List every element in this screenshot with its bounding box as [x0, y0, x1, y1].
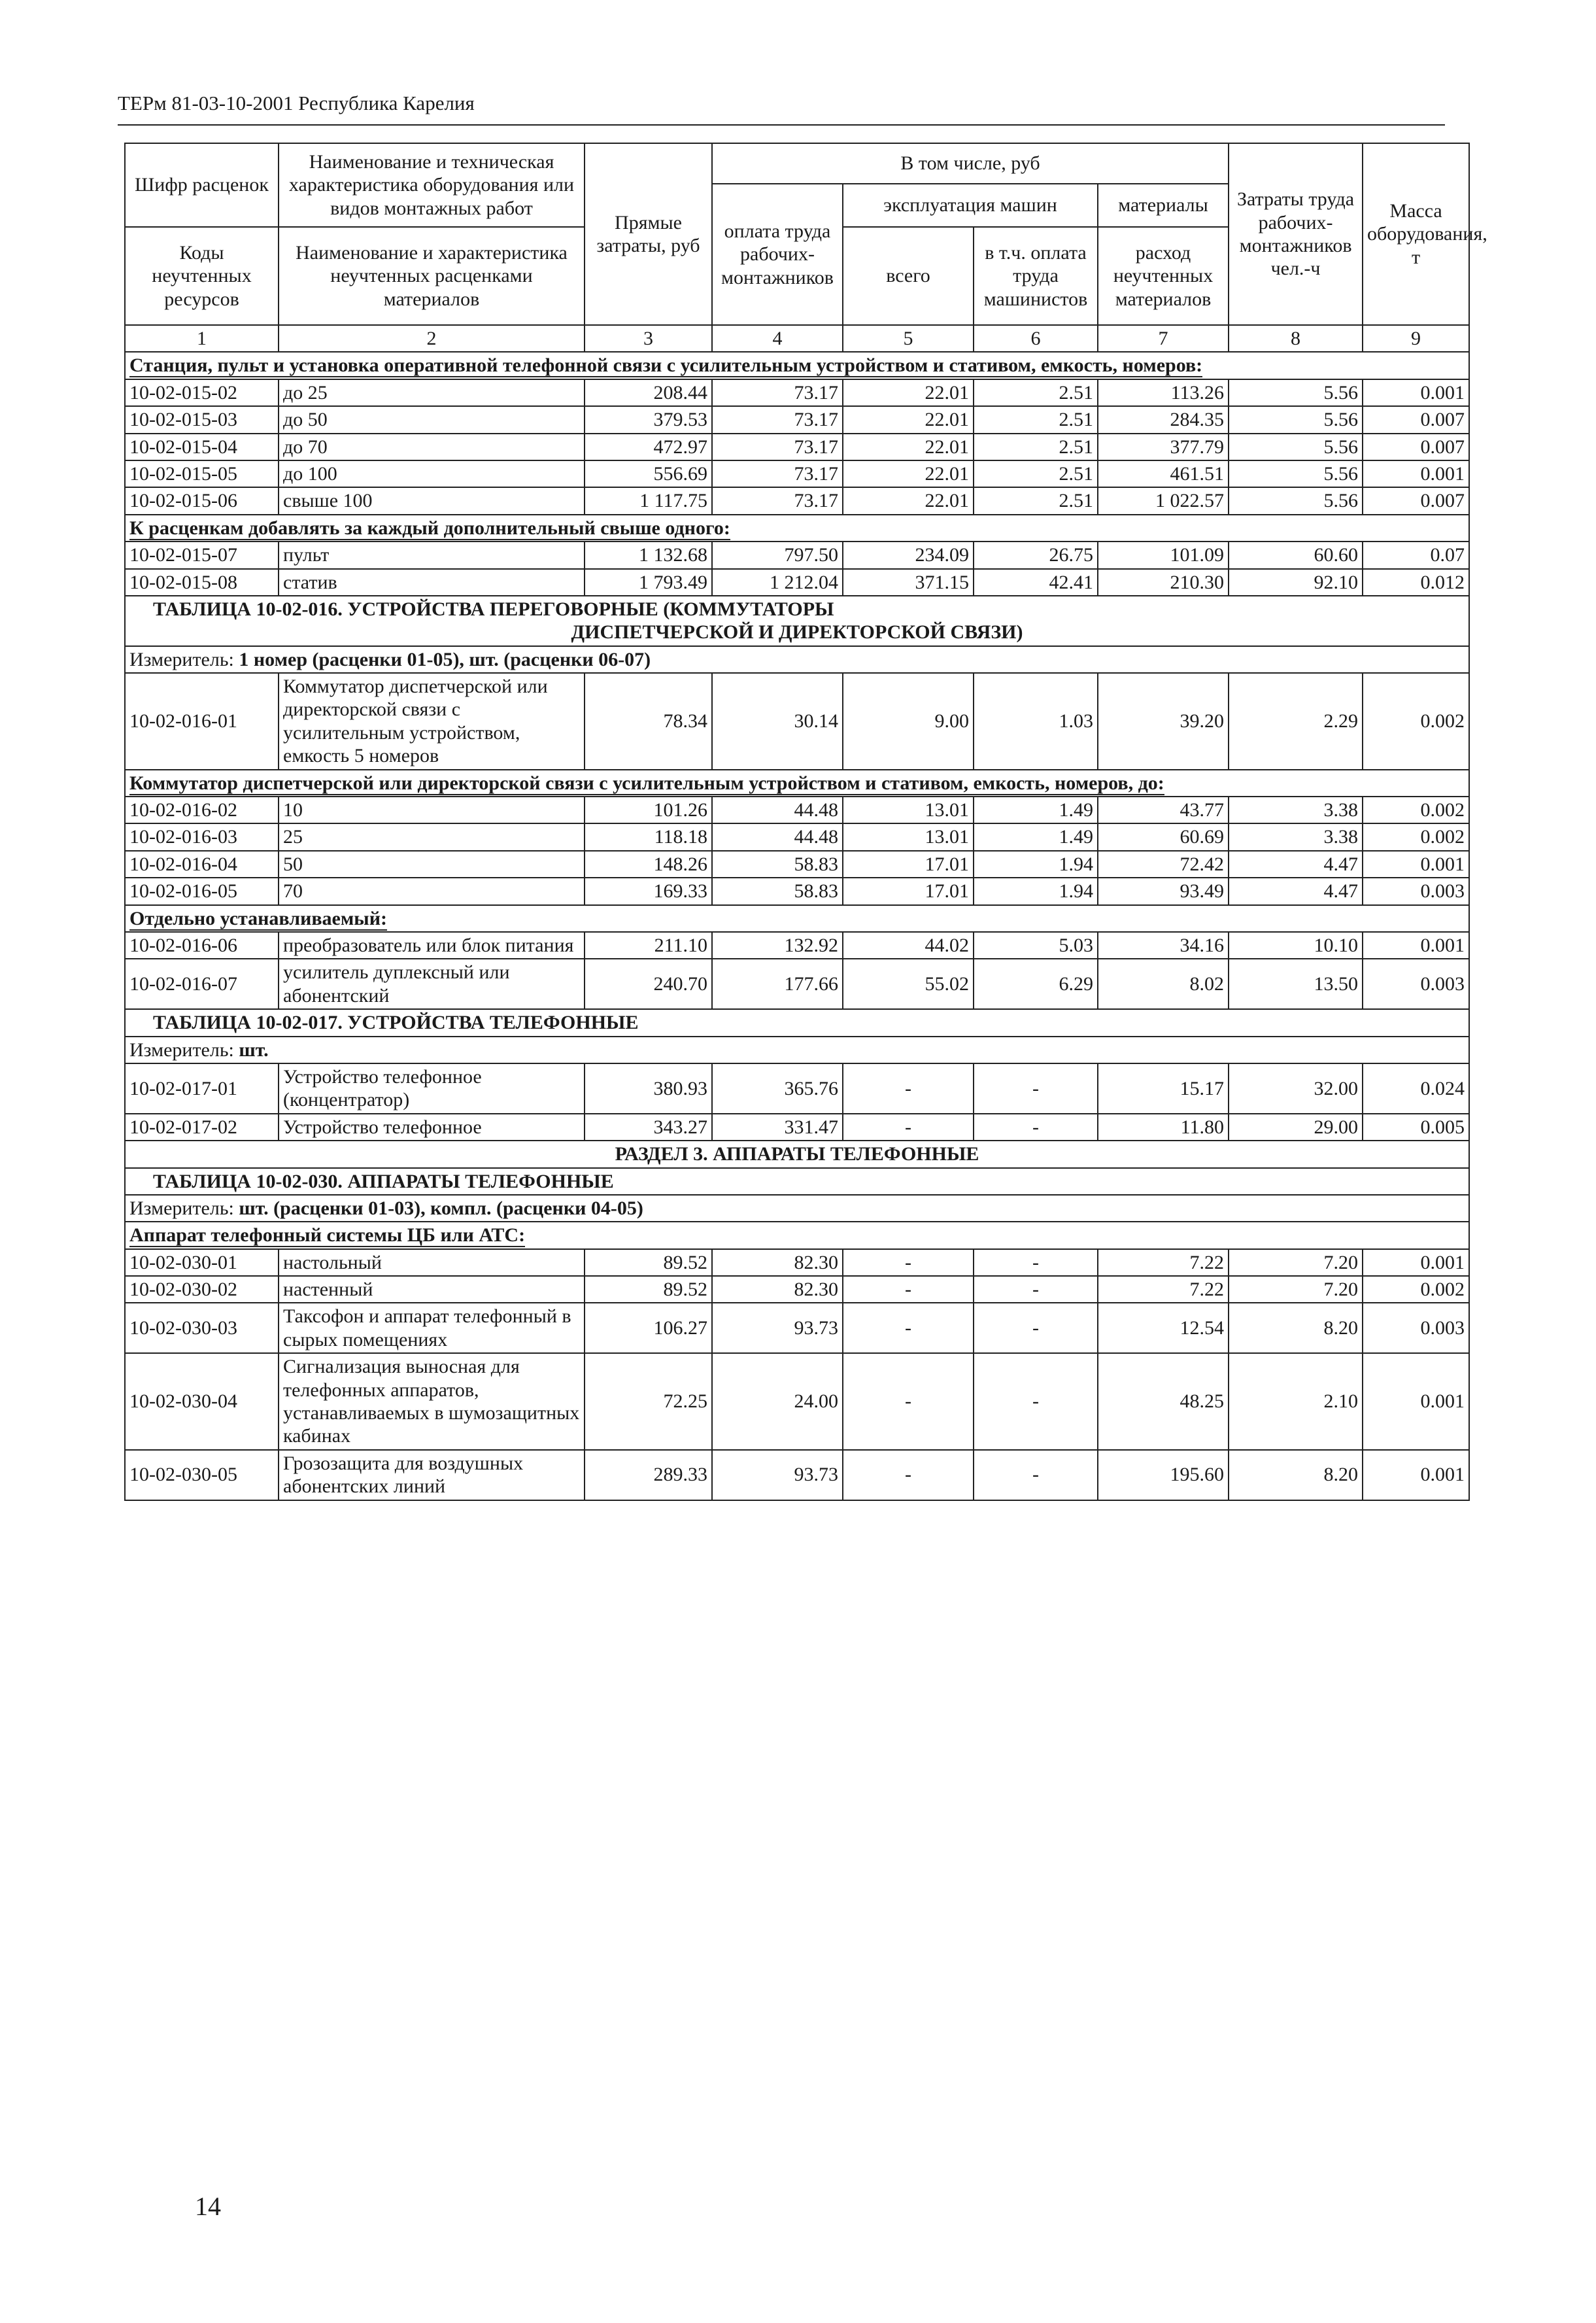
cell-machines-total: 55.02 — [843, 959, 974, 1009]
cell-direct-cost: 89.52 — [585, 1249, 712, 1276]
cell-machines-total: 234.09 — [843, 542, 974, 568]
cell-machines-total: - — [843, 1114, 974, 1141]
cell-name: статив — [279, 569, 585, 596]
cell-machinists-pay: - — [974, 1249, 1098, 1276]
header-row-1 — [125, 143, 1469, 184]
cell-mass: 0.001 — [1363, 379, 1469, 406]
cell-direct-cost: 1 793.49 — [585, 569, 712, 596]
table-row — [125, 379, 1469, 406]
cell-direct-cost: 289.33 — [585, 1450, 712, 1500]
cell-name: до 70 — [279, 434, 585, 460]
running-header: ТЕРм 81-03-10-2001 Республика Карелия — [118, 92, 475, 114]
cell-machines-total: 22.01 — [843, 406, 974, 433]
cell-machinists-pay: 2.51 — [974, 379, 1098, 406]
cell-materials: 48.25 — [1098, 1353, 1229, 1450]
cell-code: 10-02-016-05 — [125, 878, 279, 904]
cell-materials: 7.22 — [1098, 1276, 1229, 1303]
table-row — [125, 851, 1469, 878]
header-rule — [118, 124, 1445, 126]
cell-materials: 7.22 — [1098, 1249, 1229, 1276]
cell-machines-total: - — [843, 1276, 974, 1303]
cell-labor-pay: 24.00 — [712, 1353, 843, 1450]
cell-direct-cost: 472.97 — [585, 434, 712, 460]
cell-machines-total: 44.02 — [843, 932, 974, 959]
cell-name: Устройство телефонное — [279, 1114, 585, 1141]
cell-machinists-pay: 2.51 — [974, 406, 1098, 433]
cell-materials: 72.42 — [1098, 851, 1229, 878]
table-row — [125, 823, 1469, 850]
cell-code: 10-02-015-03 — [125, 406, 279, 433]
cell-code: 10-02-016-04 — [125, 851, 279, 878]
cell-code: 10-02-030-02 — [125, 1276, 279, 1303]
cell-mass: 0.001 — [1363, 460, 1469, 487]
cell-labor-hours: 29.00 — [1229, 1114, 1363, 1141]
table-title-row — [125, 596, 1469, 646]
cell-code: 10-02-015-02 — [125, 379, 279, 406]
measure: Измеритель: шт. — [125, 1037, 1469, 1063]
cell-direct-cost: 211.10 — [585, 932, 712, 959]
cell-mass: 0.07 — [1363, 542, 1469, 568]
cell-machines-total: 9.00 — [843, 673, 974, 770]
measure-row — [125, 1037, 1469, 1063]
cell-code: 10-02-016-01 — [125, 673, 279, 770]
cell-machinists-pay: 1.03 — [974, 673, 1098, 770]
cell-name: Сигнализация выносная для телефонных аппаратов, устанавливаемых в шумозащитных кабинах — [279, 1353, 585, 1450]
cell-labor-hours: 4.47 — [1229, 878, 1363, 904]
cell-materials: 39.20 — [1098, 673, 1229, 770]
table-row — [125, 673, 1469, 770]
cell-name: свыше 100 — [279, 487, 585, 514]
cell-machinists-pay: 5.03 — [974, 932, 1098, 959]
cell-mass: 0.001 — [1363, 851, 1469, 878]
cell-code: 10-02-030-04 — [125, 1353, 279, 1450]
cell-mass: 0.001 — [1363, 1353, 1469, 1450]
cell-materials: 15.17 — [1098, 1063, 1229, 1114]
group-title-row — [125, 352, 1469, 379]
cell-name: Устройство телефонное (концентратор) — [279, 1063, 585, 1114]
cell-mass: 0.007 — [1363, 487, 1469, 514]
cell-labor-hours: 3.38 — [1229, 823, 1363, 850]
cell-name: Таксофон и аппарат телефонный в сырых помещениях — [279, 1303, 585, 1353]
table-title-row — [125, 1168, 1469, 1195]
cell-direct-cost: 240.70 — [585, 959, 712, 1009]
col-code-bottom: Коды неучтенных ресурсов — [125, 227, 279, 325]
cell-materials: 210.30 — [1098, 569, 1229, 596]
cell-mass: 0.003 — [1363, 959, 1469, 1009]
measure: Измеритель: шт. (расценки 01-03), компл. (расценки 04-05) — [125, 1195, 1469, 1222]
cell-mass: 0.002 — [1363, 823, 1469, 850]
cell-name: до 100 — [279, 460, 585, 487]
cell-labor-pay: 44.48 — [712, 797, 843, 823]
cell-machinists-pay: - — [974, 1450, 1098, 1500]
cell-direct-cost: 169.33 — [585, 878, 712, 904]
cell-labor-hours: 32.00 — [1229, 1063, 1363, 1114]
cell-machines-total: 22.01 — [843, 379, 974, 406]
cell-machines-total: 22.01 — [843, 434, 974, 460]
cell-mass: 0.003 — [1363, 878, 1469, 904]
cell-labor-hours: 13.50 — [1229, 959, 1363, 1009]
cell-mass: 0.024 — [1363, 1063, 1469, 1114]
table-title: ТАБЛИЦА 10-02-030. АППАРАТЫ ТЕЛЕФОННЫЕ — [125, 1168, 1469, 1195]
cell-machines-total: 22.01 — [843, 460, 974, 487]
cell-labor-hours: 8.20 — [1229, 1450, 1363, 1500]
cell-direct-cost: 1 117.75 — [585, 487, 712, 514]
cell-name: Грозозащита для воздушных абонентских линий — [279, 1450, 585, 1500]
cell-machines-total: 371.15 — [843, 569, 974, 596]
group-title-row — [125, 515, 1469, 542]
cell-direct-cost: 556.69 — [585, 460, 712, 487]
col-num: 3 — [585, 325, 712, 352]
table-row — [125, 542, 1469, 568]
cell-code: 10-02-017-02 — [125, 1114, 279, 1141]
table-title-row — [125, 1009, 1469, 1036]
cell-labor-pay: 73.17 — [712, 434, 843, 460]
page-number: 14 — [195, 2192, 221, 2221]
cell-code: 10-02-015-08 — [125, 569, 279, 596]
cell-labor-pay: 58.83 — [712, 878, 843, 904]
cell-name: преобразователь или блок питания — [279, 932, 585, 959]
cell-machinists-pay: 42.41 — [974, 569, 1098, 596]
cell-labor-hours: 4.47 — [1229, 851, 1363, 878]
cell-machinists-pay: - — [974, 1276, 1098, 1303]
table-row — [125, 434, 1469, 460]
cell-direct-cost: 101.26 — [585, 797, 712, 823]
table-row — [125, 932, 1469, 959]
cell-mass: 0.012 — [1363, 569, 1469, 596]
table-row — [125, 878, 1469, 904]
cell-labor-pay: 73.17 — [712, 487, 843, 514]
col-num: 9 — [1363, 325, 1469, 352]
cell-machinists-pay: 2.51 — [974, 460, 1098, 487]
cell-name: пульт — [279, 542, 585, 568]
price-table — [124, 143, 1487, 1501]
group-title-row — [125, 905, 1469, 932]
cell-labor-pay: 73.17 — [712, 406, 843, 433]
measure-row — [125, 1195, 1469, 1222]
cell-mass: 0.007 — [1363, 434, 1469, 460]
cell-name: Коммутатор диспетчерской или директорской связи с усилительным устройством, емкость 5 номеров — [279, 673, 585, 770]
col-mass: Масса оборудования, т — [1363, 143, 1469, 325]
col-machines-total: всего — [843, 227, 974, 325]
cell-labor-pay: 797.50 — [712, 542, 843, 568]
group-title-row — [125, 770, 1469, 797]
table-row — [125, 1276, 1469, 1303]
group-title: Отдельно устанавливаемый: — [125, 905, 1469, 932]
cell-mass: 0.003 — [1363, 1303, 1469, 1353]
group-title: К расценкам добавлять за каждый дополнительный свыше одного: — [125, 515, 1469, 542]
cell-direct-cost: 78.34 — [585, 673, 712, 770]
cell-name: 25 — [279, 823, 585, 850]
cell-materials: 377.79 — [1098, 434, 1229, 460]
cell-labor-pay: 1 212.04 — [712, 569, 843, 596]
cell-name: усилитель дуплексный или абонентский — [279, 959, 585, 1009]
table-row — [125, 1249, 1469, 1276]
table-row — [125, 1303, 1469, 1353]
group-title-row — [125, 1222, 1469, 1248]
cell-machinists-pay: 1.49 — [974, 797, 1098, 823]
cell-labor-pay: 331.47 — [712, 1114, 843, 1141]
cell-labor-hours: 5.56 — [1229, 434, 1363, 460]
cell-labor-pay: 30.14 — [712, 673, 843, 770]
cell-labor-hours: 3.38 — [1229, 797, 1363, 823]
cell-labor-pay: 82.30 — [712, 1276, 843, 1303]
cell-direct-cost: 89.52 — [585, 1276, 712, 1303]
cell-materials: 101.09 — [1098, 542, 1229, 568]
col-materials: материалы — [1098, 184, 1229, 227]
cell-labor-hours: 10.10 — [1229, 932, 1363, 959]
cell-machines-total: - — [843, 1303, 974, 1353]
cell-name: до 50 — [279, 406, 585, 433]
cell-labor-hours: 92.10 — [1229, 569, 1363, 596]
cell-materials: 284.35 — [1098, 406, 1229, 433]
cell-labor-pay: 365.76 — [712, 1063, 843, 1114]
cell-code: 10-02-015-07 — [125, 542, 279, 568]
cell-machinists-pay: 2.51 — [974, 487, 1098, 514]
cell-labor-hours: 2.10 — [1229, 1353, 1363, 1450]
cell-labor-pay: 82.30 — [712, 1249, 843, 1276]
col-num: 4 — [712, 325, 843, 352]
cell-labor-pay: 73.17 — [712, 460, 843, 487]
cell-code: 10-02-016-02 — [125, 797, 279, 823]
group-title: Коммутатор диспетчерской или директорской связи с усилительным устройством и стативом, емкость, номеров, до: — [125, 770, 1469, 797]
cell-materials: 8.02 — [1098, 959, 1229, 1009]
col-including: В том числе, руб — [712, 143, 1229, 184]
cell-direct-cost: 379.53 — [585, 406, 712, 433]
cell-machines-total: 22.01 — [843, 487, 974, 514]
col-num: 8 — [1229, 325, 1363, 352]
cell-code: 10-02-016-06 — [125, 932, 279, 959]
col-machinists: в т.ч. оплата труда машинистов — [974, 227, 1098, 325]
cell-materials: 43.77 — [1098, 797, 1229, 823]
cell-code: 10-02-015-06 — [125, 487, 279, 514]
table-row — [125, 1063, 1469, 1114]
cell-mass: 0.005 — [1363, 1114, 1469, 1141]
cell-labor-pay: 93.73 — [712, 1450, 843, 1500]
cell-machinists-pay: 6.29 — [974, 959, 1098, 1009]
cell-mass: 0.002 — [1363, 797, 1469, 823]
cell-labor-hours: 5.56 — [1229, 460, 1363, 487]
cell-machines-total: - — [843, 1249, 974, 1276]
table-row — [125, 569, 1469, 596]
group-title: Аппарат телефонный системы ЦБ или АТС: — [125, 1222, 1469, 1248]
cell-direct-cost: 380.93 — [585, 1063, 712, 1114]
cell-machines-total: - — [843, 1450, 974, 1500]
col-direct: Прямые затраты, руб — [585, 143, 712, 325]
cell-materials: 195.60 — [1098, 1450, 1229, 1500]
cell-name: 10 — [279, 797, 585, 823]
cell-direct-cost: 118.18 — [585, 823, 712, 850]
cell-code: 10-02-030-01 — [125, 1249, 279, 1276]
cell-name: 50 — [279, 851, 585, 878]
col-num: 1 — [125, 325, 279, 352]
cell-mass: 0.007 — [1363, 406, 1469, 433]
cell-materials: 12.54 — [1098, 1303, 1229, 1353]
table-title: ТАБЛИЦА 10-02-017. УСТРОЙСТВА ТЕЛЕФОННЫЕ — [125, 1009, 1469, 1036]
cell-machines-total: 17.01 — [843, 878, 974, 904]
cell-code: 10-02-030-03 — [125, 1303, 279, 1353]
cell-code: 10-02-017-01 — [125, 1063, 279, 1114]
cell-labor-hours: 5.56 — [1229, 379, 1363, 406]
cell-labor-hours: 2.29 — [1229, 673, 1363, 770]
cell-machines-total: 17.01 — [843, 851, 974, 878]
cell-machines-total: - — [843, 1063, 974, 1114]
cell-materials: 113.26 — [1098, 379, 1229, 406]
cell-machines-total: 13.01 — [843, 797, 974, 823]
col-code-top: Шифр расценок — [125, 143, 279, 227]
measure: Измеритель: 1 номер (расценки 01-05), шт. (расценки 06-07) — [125, 646, 1469, 673]
cell-materials: 60.69 — [1098, 823, 1229, 850]
cell-mass: 0.002 — [1363, 673, 1469, 770]
cell-code: 10-02-016-07 — [125, 959, 279, 1009]
col-num: 7 — [1098, 325, 1229, 352]
cell-mass: 0.001 — [1363, 1450, 1469, 1500]
cell-code: 10-02-030-05 — [125, 1450, 279, 1500]
cell-labor-pay: 73.17 — [712, 379, 843, 406]
col-num: 6 — [974, 325, 1098, 352]
cell-code: 10-02-016-03 — [125, 823, 279, 850]
cell-materials: 34.16 — [1098, 932, 1229, 959]
cell-name: настольный — [279, 1249, 585, 1276]
cell-name: 70 — [279, 878, 585, 904]
cell-labor-hours: 7.20 — [1229, 1249, 1363, 1276]
cell-machines-total: - — [843, 1353, 974, 1450]
table-row — [125, 460, 1469, 487]
cell-direct-cost: 106.27 — [585, 1303, 712, 1353]
table-row — [125, 1353, 1469, 1450]
cell-machinists-pay: - — [974, 1353, 1098, 1450]
col-machines: эксплуатация машин — [843, 184, 1098, 227]
cell-machinists-pay: 1.49 — [974, 823, 1098, 850]
column-numbers-row — [125, 325, 1469, 352]
cell-machinists-pay: - — [974, 1063, 1098, 1114]
cell-mass: 0.002 — [1363, 1276, 1469, 1303]
table-row — [125, 1114, 1469, 1141]
cell-labor-pay: 93.73 — [712, 1303, 843, 1353]
cell-code: 10-02-015-04 — [125, 434, 279, 460]
cell-labor-pay: 44.48 — [712, 823, 843, 850]
cell-machinists-pay: 2.51 — [974, 434, 1098, 460]
cell-machines-total: 13.01 — [843, 823, 974, 850]
col-materials-unaccounted: расход неучтенных материалов — [1098, 227, 1229, 325]
cell-direct-cost: 1 132.68 — [585, 542, 712, 568]
cell-labor-hours: 5.56 — [1229, 487, 1363, 514]
measure-row — [125, 646, 1469, 673]
cell-materials: 93.49 — [1098, 878, 1229, 904]
table-title: ТАБЛИЦА 10-02-016. УСТРОЙСТВА ПЕРЕГОВОРНЫЕ (КОММУТАТОРЫ ДИСПЕТЧЕРСКОЙ И ДИРЕКТОРСКОЙ СВЯЗИ) — [125, 596, 1469, 646]
section-title: РАЗДЕЛ 3. АППАРАТЫ ТЕЛЕФОННЫЕ — [125, 1141, 1469, 1167]
cell-labor-pay: 58.83 — [712, 851, 843, 878]
cell-direct-cost: 72.25 — [585, 1353, 712, 1450]
group-title: Станция, пульт и установка оперативной телефонной связи с усилительным устройством и стативом, емкость, номеров: — [125, 352, 1469, 379]
cell-machinists-pay: 1.94 — [974, 851, 1098, 878]
cell-machinists-pay: 26.75 — [974, 542, 1098, 568]
cell-code: 10-02-015-05 — [125, 460, 279, 487]
cell-labor-hours: 8.20 — [1229, 1303, 1363, 1353]
col-num: 5 — [843, 325, 974, 352]
col-labor: Затраты труда рабочих-монтажников чел.-ч — [1229, 143, 1363, 325]
cell-mass: 0.001 — [1363, 1249, 1469, 1276]
cell-labor-hours: 5.56 — [1229, 406, 1363, 433]
col-name-top: Наименование и техническая характеристика оборудования или видов монтажных работ — [279, 143, 585, 227]
cell-labor-pay: 132.92 — [712, 932, 843, 959]
table-row — [125, 797, 1469, 823]
col-name-bottom: Наименование и характеристика неучтенных расценками материалов — [279, 227, 585, 325]
cell-machinists-pay: - — [974, 1114, 1098, 1141]
cell-machinists-pay: 1.94 — [974, 878, 1098, 904]
cell-labor-hours: 7.20 — [1229, 1276, 1363, 1303]
cell-direct-cost: 208.44 — [585, 379, 712, 406]
section-title-row — [125, 1141, 1469, 1167]
cell-name: до 25 — [279, 379, 585, 406]
table-row — [125, 487, 1469, 514]
cell-machinists-pay: - — [974, 1303, 1098, 1353]
cell-labor-pay: 177.66 — [712, 959, 843, 1009]
cell-materials: 11.80 — [1098, 1114, 1229, 1141]
cell-direct-cost: 343.27 — [585, 1114, 712, 1141]
cell-direct-cost: 148.26 — [585, 851, 712, 878]
col-pay: оплата труда рабочих-монтажников — [712, 184, 843, 325]
table-row — [125, 959, 1469, 1009]
cell-mass: 0.001 — [1363, 932, 1469, 959]
cell-name: настенный — [279, 1276, 585, 1303]
table-row — [125, 406, 1469, 433]
table-row — [125, 1450, 1469, 1500]
cell-materials: 461.51 — [1098, 460, 1229, 487]
cell-materials: 1 022.57 — [1098, 487, 1229, 514]
col-num: 2 — [279, 325, 585, 352]
cell-labor-hours: 60.60 — [1229, 542, 1363, 568]
